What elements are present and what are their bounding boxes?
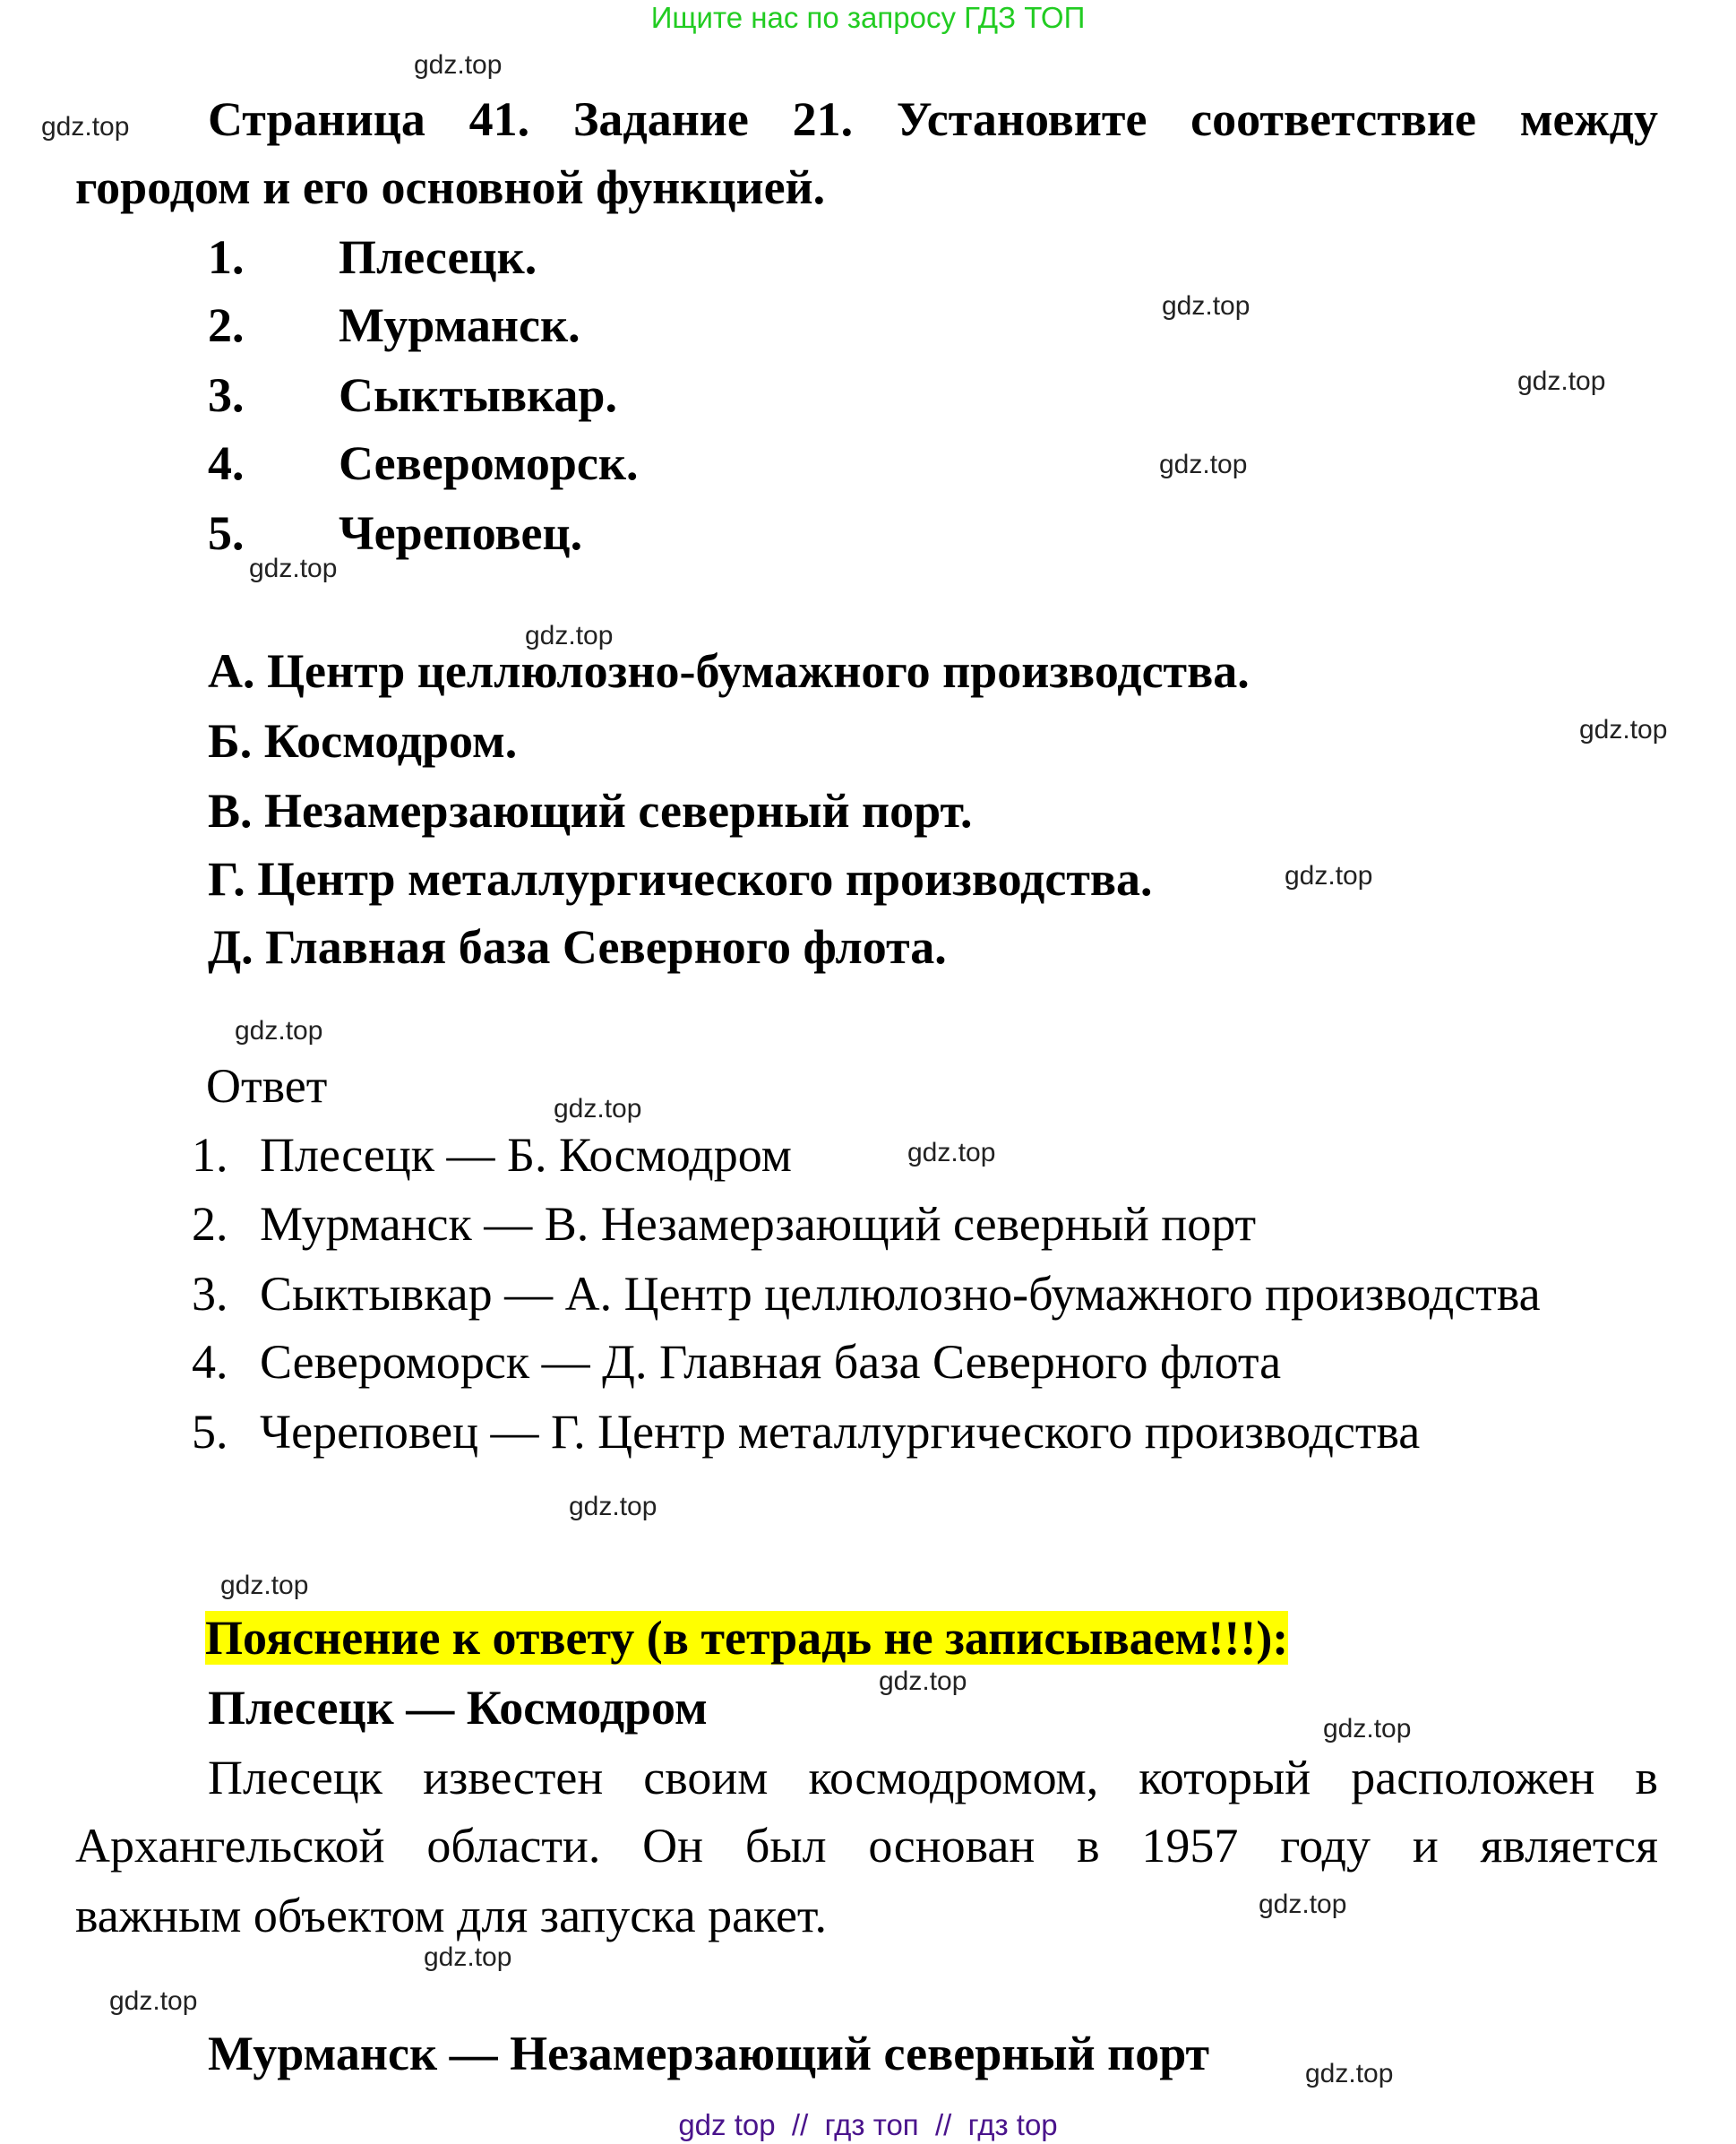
function-item: А. Центр целлюлозно-бумажного производства.	[208, 644, 1250, 698]
city-item	[208, 361, 835, 430]
search-banner: Ищите нас по запросу ГДЗ ТОП	[650, 1, 1086, 34]
answer-number: 2.	[192, 1197, 228, 1251]
answer-number: 1.	[192, 1128, 228, 1182]
city-number: 4.	[208, 436, 245, 490]
watermark: gdz.top	[235, 1016, 323, 1046]
function-item: Д. Главная база Северного флота.	[208, 920, 947, 974]
answer-number: 5.	[192, 1405, 228, 1459]
watermark: gdz.top	[41, 112, 130, 142]
paragraph-line: Архангельской области. Он был основан в 1957 году и является	[75, 1819, 1658, 1873]
task-title-line-1: Страница 41. Задание 21. Установите соответствие между	[208, 92, 1658, 146]
answer-text: Плесецк — Б. Космодром	[260, 1128, 792, 1182]
answer-heading: Ответ	[206, 1059, 328, 1113]
city-number: 1.	[208, 230, 245, 284]
watermark: gdz.top	[1162, 291, 1250, 321]
answer-text: Сыктывкар — А. Центр целлюлозно-бумажного производства	[260, 1267, 1541, 1321]
watermark: gdz.top	[220, 1571, 309, 1600]
city-name: Мурманск.	[339, 298, 580, 352]
paragraph-line: Плесецк известен своим космодромом, который расположен в	[208, 1751, 1658, 1804]
explanation-subheading: Мурманск — Незамерзающий северный порт	[208, 2027, 1210, 2080]
paragraph-line: важным объектом для запуска ракет.	[75, 1889, 827, 1942]
watermark: gdz.top	[1579, 715, 1668, 745]
city-name: Североморск.	[339, 436, 639, 490]
city-item	[208, 223, 835, 292]
watermark: gdz.top	[249, 554, 338, 583]
answer-item	[192, 1190, 1670, 1259]
highlighted-text: Пояснение к ответу (в тетрадь не записываем!!!):	[205, 1611, 1289, 1665]
answer-item	[192, 1260, 1670, 1329]
city-name: Череповец.	[339, 506, 583, 560]
answer-text: Череповец — Г. Центр металлургического производства	[260, 1405, 1421, 1459]
watermark: gdz.top	[1305, 2059, 1394, 2088]
city-item	[208, 429, 835, 498]
function-item: Г. Центр металлургического производства.	[208, 852, 1153, 906]
watermark: gdz.top	[424, 1942, 512, 1972]
watermark: gdz.top	[554, 1094, 642, 1124]
watermark: gdz.top	[525, 621, 614, 650]
city-name: Плесецк.	[339, 230, 537, 284]
answer-text: Мурманск — В. Незамерзающий северный порт	[260, 1197, 1257, 1251]
watermark: gdz.top	[1517, 366, 1606, 396]
answer-number: 4.	[192, 1335, 228, 1389]
answer-text: Североморск — Д. Главная база Северного флота	[260, 1335, 1282, 1389]
answer-number: 3.	[192, 1267, 228, 1321]
explanation-subheading: Плесецк — Космодром	[208, 1681, 708, 1735]
watermark: gdz.top	[569, 1492, 657, 1521]
watermark: gdz.top	[879, 1666, 967, 1696]
city-item	[208, 291, 835, 360]
city-number: 5.	[208, 506, 245, 560]
answer-item	[192, 1328, 1670, 1397]
answer-item	[192, 1398, 1670, 1467]
watermark: gdz.top	[1159, 450, 1248, 479]
watermark: gdz.top	[109, 1986, 198, 2016]
function-item: В. Незамерзающий северный порт.	[208, 784, 973, 838]
city-name: Сыктывкар.	[339, 368, 617, 422]
watermark: gdz.top	[1285, 861, 1373, 891]
footer-links[interactable]: gdz top // гдз топ // гдз top	[678, 2108, 1058, 2141]
function-item: Б. Космодром.	[208, 714, 518, 768]
watermark: gdz.top	[907, 1138, 996, 1167]
city-number: 2.	[208, 298, 245, 352]
watermark: gdz.top	[1323, 1714, 1412, 1744]
explanation-heading	[205, 1604, 1288, 1673]
task-title-line-2: городом и его основной функцией.	[75, 160, 826, 214]
watermark: gdz.top	[414, 50, 503, 80]
watermark: gdz.top	[1259, 1890, 1347, 1919]
city-number: 3.	[208, 368, 245, 422]
